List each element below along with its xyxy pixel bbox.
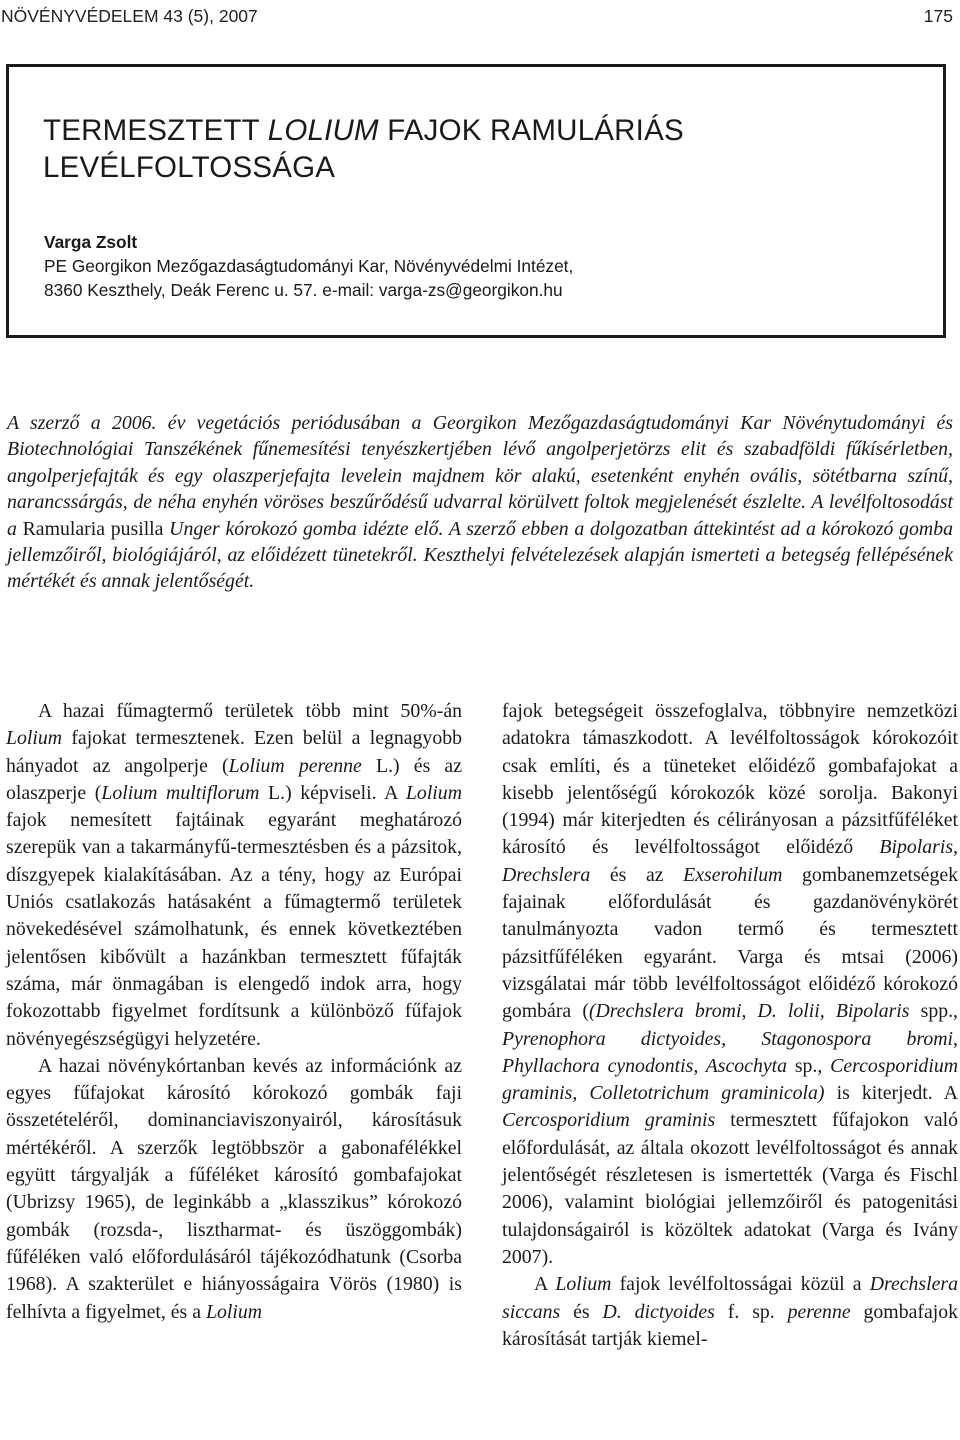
italic-term: Lolium — [405, 781, 462, 804]
italic-term: Drechslera siccans — [502, 1273, 958, 1323]
running-header — [0, 0, 960, 34]
abstract-text: A szerző a 2006. év vegetációs periódusában a Georgikon Mezőgazdaságtudományi Kar Növénytudományi és Biotechnológiai Tanszékének fűnemesítési tenyészkertjében lévő angolperjetörzs elit és szabadföldi fűkísérletben, angolperjefajták és egy olaszperjefajta levelein majdnem kör alakú, esetenként enyhén ovális, sötétbarna színű, narancssárgás, de néha enyhén vöröses beszűrődésű udvarral körülvett foltok megjelenését észlelte. A levélfoltosodást a — [7, 412, 953, 540]
body-text: L.) képviseli. A — [259, 781, 406, 804]
body-text: A hazai növénykórtanban kevés az információnk az egyes fűfajokat károsító kórokozó gombák faji összetételéről, dominanciaviszonyairól, károsításuk mértékéről. A szerzők legtöbbször a gabonafélékkel együtt tárgyalják a fűféléket károsító gombafajokat (Ubrizsy 1965), de leginkább a „klasszikus” kórokozó gombák (rozsda-, lisztharmat- és üszöggombák) fűféléken való előfordulásáról tájékozódhatunk (Csorba 1968). A szakterület e hiányosságaira Vörös (1980) is felhívta a figyelmet, és a — [6, 1054, 462, 1323]
body-paragraph — [502, 698, 958, 1271]
body-paragraph — [502, 1271, 958, 1353]
body-text: L.) és az olaszperje ( — [6, 754, 462, 804]
italic-term: Exserohilum — [683, 863, 783, 886]
body-text: és — [560, 1300, 603, 1323]
author-block — [44, 230, 573, 302]
body-text: gombafajok károsítását tartják kiemel- — [502, 1300, 959, 1350]
body-text: A hazai fűmagtermő területek több mint 50%-án — [38, 700, 462, 722]
affiliation-line2: 8360 Keszthely, Deák Ferenc u. 57. e-mail: varga-zs@georgikon.hu — [44, 280, 563, 300]
body-column-right — [502, 698, 958, 1353]
italic-term: perenne — [787, 1300, 851, 1323]
body-paragraph — [6, 698, 462, 1053]
body-text: fajok betegségeit összefoglalva, többnyire nemzetközi adatokra támaszkodott. A levélfoltosságok kórokozóit csak említi, és a tüneteket előidéző gombafajokat a kisebb jelentőségű kórokozók közé sorolja. Bakonyi (1994) már kiterjedten és célirányosan a pázsitfűféléket károsító és levélfoltosságot előidéző — [502, 700, 958, 859]
italic-term: Cercosporidium graminis, Colletotrichum graminicola) — [502, 1054, 958, 1105]
italic-term: Lolium multiflorum — [101, 781, 260, 804]
affiliation-line1: PE Georgikon Mezőgazdaságtudományi Kar, Növényvédelmi Intézet, — [44, 256, 574, 276]
author-name: Varga Zsolt — [44, 232, 138, 252]
body-text: , — [741, 1000, 758, 1023]
body-text: spp., — [909, 1000, 958, 1023]
body-paragraph — [6, 1053, 462, 1326]
italic-term: Cercosporidium graminis — [502, 1109, 716, 1132]
italic-term: Lolium — [555, 1273, 612, 1296]
body-text: és az — [590, 863, 684, 886]
title-text-part1: TERMESZTETT — [43, 114, 268, 147]
title-text-line2: LEVÉLFOLTOSSÁGA — [43, 151, 336, 184]
body-column-left — [6, 698, 462, 1326]
article-title — [43, 112, 903, 186]
body-text: fajok nemesített fajtáinak egyaránt meghatározó szerepük van a takarmányfű-termesztésben és a pázsitok, díszgyepek kialakításában. Az a tény, hogy az Európai Uniós csatlakozás hatásaként a fűmagtermő területek növekedésével számolhatunk, és ennek következtében jelentősen kibővült a hazánkban termesztett fűfajták száma, már önmagában is elengedő indok arra, hogy fokozottabb figyelmet fordítsunk a különböző fűfajok növényegészségügyi helyzetére. — [6, 809, 462, 1050]
title-genus-italic: LOLIUM — [267, 114, 379, 147]
italic-term: Phyllachora cynodontis, Ascochyta — [502, 1054, 788, 1077]
body-text: termesztett fűfajokon való előfordulását, az általa okozott levélfoltosságot és annak jelentőségét részletesen is ismertették (Varga és Fischl 2006), valamint biológiai jellemzőiről és patogenitási tulajdonságairól is közöltek adatokat (Varga és Ivány 2007). — [502, 1109, 959, 1268]
page-number: 175 — [923, 6, 953, 26]
abstract — [7, 410, 953, 595]
italic-term: Bipolaris, Drechslera — [502, 836, 958, 886]
title-box — [6, 64, 946, 338]
body-text: , — [953, 1027, 958, 1050]
body-text: A — [534, 1273, 556, 1296]
italic-term: (Drechslera bromi — [588, 1000, 742, 1023]
body-text: sp., — [787, 1054, 831, 1077]
italic-term: Pyrenophora dictyoides, Stagonospora bromi — [502, 1027, 954, 1050]
italic-term: Lolium — [205, 1300, 262, 1323]
italic-term: Lolium perenne — [228, 754, 362, 777]
italic-term: D. lolii, Bipolaris — [757, 1000, 910, 1023]
body-text: f. sp. — [714, 1300, 788, 1323]
abstract-text: Unger kórokozó gomba idézte elő. A szerző ebben a dolgozatban áttekintést ad a kórokozó gomba jellemzőiről, biológiájáról, az előidézett tünetekről. Keszthelyi felvételezések alapján ismerteti a betegség fellépésének mértékét és annak jelentőségét. — [7, 517, 953, 593]
body-text: is kiterjedt. A — [824, 1082, 958, 1105]
body-text: gombanemzetségek fajainak előfordulását és gazdanövénykörét tanulmányozta vadon termő és termesztett pázsitfűféléken egyaránt. Varga és mtsai (2006) vizsgálatai már több levélfoltosságot előidéző kórokozó gombára ( — [502, 863, 959, 1023]
italic-term: D. dictyoides — [602, 1300, 715, 1323]
title-text-part2: FAJOK RAMULÁRIÁS — [378, 114, 684, 147]
body-text: fajok levélfoltosságai közül a — [611, 1273, 870, 1296]
journal-citation: NÖVÉNYVÉDELEM 43 (5), 2007 — [1, 6, 258, 26]
abstract-species-name: Ramularia pusilla — [22, 517, 164, 540]
body-text: fajokat termesztenek. Ezen belül a legnagyobb hányadot az angolperje ( — [6, 727, 462, 777]
italic-term: Lolium — [6, 727, 63, 750]
